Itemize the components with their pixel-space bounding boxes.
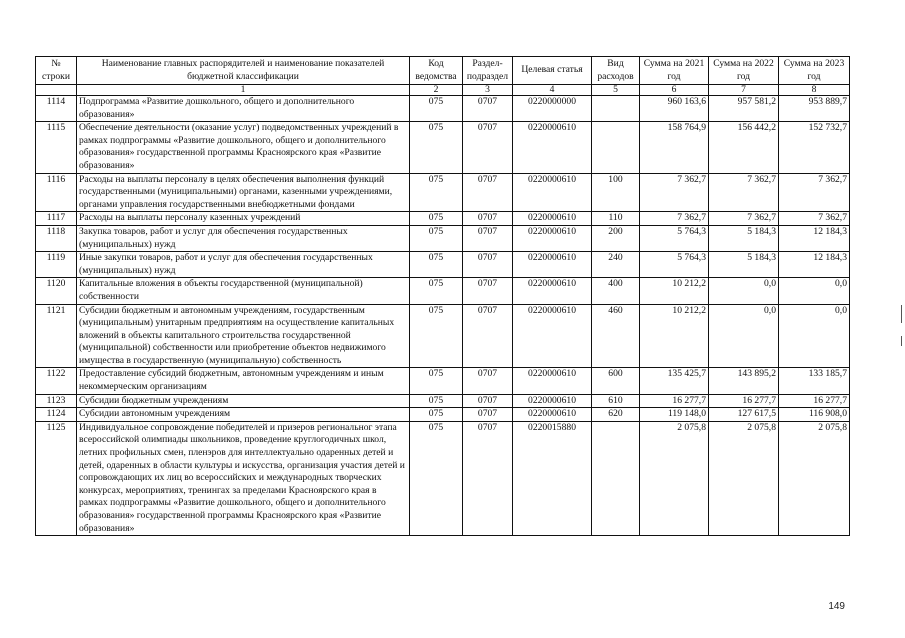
row-sum-2021: 135 425,7 [640,368,709,394]
row-target-article: 0220000610 [513,408,592,422]
row-sum-2022: 16 277,7 [709,394,779,408]
row-section: 0707 [463,252,513,278]
row-target-article: 0220000610 [513,225,592,251]
row-name: Предоставление субсидий бюджетным, автономным учреждениям и иным некоммерческим организациям [77,368,410,394]
scan-margin-mark [901,336,902,346]
row-target-article: 0220000610 [513,122,592,173]
row-sum-2023: 0,0 [779,304,850,368]
row-expense-kind: 400 [592,278,640,304]
row-sum-2022: 5 184,3 [709,225,779,251]
row-sum-2023: 2 075,8 [779,421,850,535]
row-sum-2021: 119 148,0 [640,408,709,422]
row-sum-2023: 12 184,3 [779,252,850,278]
column-number: 7 [709,85,779,96]
row-expense-kind [592,421,640,535]
row-expense-kind [592,122,640,173]
row-name: Расходы на выплаты персоналу в целях обеспечения выполнения функций государственными (муниципальными) органами, казенными учреждениями, органами управления государственными внебюджетными фондами [77,173,410,212]
table-row [36,394,850,408]
row-number: 1121 [36,304,77,368]
column-number-row [36,85,850,96]
column-number: 4 [513,85,592,96]
row-target-article: 0220015880 [513,421,592,535]
row-sum-2022: 2 075,8 [709,421,779,535]
header-target-article: Целевая статья [513,57,592,85]
row-number: 1119 [36,252,77,278]
row-department-code: 075 [410,252,463,278]
row-section: 0707 [463,421,513,535]
row-sum-2021: 7 362,7 [640,212,709,226]
row-number: 1124 [36,408,77,422]
row-expense-kind: 600 [592,368,640,394]
row-section: 0707 [463,96,513,122]
row-target-article: 0220000610 [513,252,592,278]
row-name: Закупка товаров, работ и услуг для обеспечения государственных (муниципальных) нужд [77,225,410,251]
row-sum-2022: 957 581,2 [709,96,779,122]
table-row [36,225,850,251]
row-sum-2022: 156 442,2 [709,122,779,173]
row-target-article: 0220000610 [513,173,592,212]
page-number: 149 [828,601,845,612]
row-sum-2021: 158 764,9 [640,122,709,173]
row-sum-2022: 143 895,2 [709,368,779,394]
row-sum-2023: 152 732,7 [779,122,850,173]
row-name: Субсидии бюджетным учреждениям [77,394,410,408]
table-row [36,252,850,278]
row-section: 0707 [463,408,513,422]
table-row [36,421,850,535]
row-department-code: 075 [410,96,463,122]
row-sum-2022: 0,0 [709,304,779,368]
column-number: 1 [77,85,410,96]
row-sum-2021: 5 764,3 [640,252,709,278]
header-sum-2021: Сумма на 2021 год [640,57,709,85]
row-section: 0707 [463,212,513,226]
row-sum-2023: 7 362,7 [779,173,850,212]
row-expense-kind: 620 [592,408,640,422]
header-row-number: № строки [36,57,77,85]
row-department-code: 075 [410,408,463,422]
row-department-code: 075 [410,225,463,251]
row-sum-2021: 16 277,7 [640,394,709,408]
row-department-code: 075 [410,368,463,394]
budget-table [35,56,850,536]
row-sum-2022: 7 362,7 [709,173,779,212]
row-sum-2022: 7 362,7 [709,212,779,226]
table-row [36,408,850,422]
column-number: 8 [779,85,850,96]
row-number: 1118 [36,225,77,251]
row-name: Обеспечение деятельности (оказание услуг) подведомственных учреждений в рамках подпрограммы «Развитие дошкольного, общего и дополнительного образования» государственной программы Красноярского края «Развитие образования» [77,122,410,173]
table-header [36,57,850,96]
table-row [36,173,850,212]
header-expense-kind: Вид расходов [592,57,640,85]
row-sum-2021: 10 212,2 [640,304,709,368]
row-expense-kind [592,96,640,122]
row-sum-2023: 0,0 [779,278,850,304]
row-department-code: 075 [410,421,463,535]
table-row [36,122,850,173]
row-sum-2023: 7 362,7 [779,212,850,226]
table-row [36,304,850,368]
row-department-code: 075 [410,173,463,212]
row-number: 1123 [36,394,77,408]
row-expense-kind: 110 [592,212,640,226]
row-name: Иные закупки товаров, работ и услуг для обеспечения государственных (муниципальных) нужд [77,252,410,278]
column-number: 3 [463,85,513,96]
row-target-article: 0220000610 [513,394,592,408]
row-number: 1115 [36,122,77,173]
header-section: Раздел-подраздел [463,57,513,85]
row-target-article: 0220000610 [513,304,592,368]
table-row [36,212,850,226]
row-number: 1114 [36,96,77,122]
row-section: 0707 [463,394,513,408]
row-department-code: 075 [410,394,463,408]
row-expense-kind: 100 [592,173,640,212]
header-sum-2023: Сумма на 2023 год [779,57,850,85]
row-sum-2021: 7 362,7 [640,173,709,212]
row-number: 1122 [36,368,77,394]
table-row [36,278,850,304]
row-section: 0707 [463,122,513,173]
row-expense-kind: 200 [592,225,640,251]
row-sum-2021: 960 163,6 [640,96,709,122]
row-department-code: 075 [410,212,463,226]
row-target-article: 0220000610 [513,278,592,304]
row-target-article: 0220000000 [513,96,592,122]
row-sum-2023: 133 185,7 [779,368,850,394]
row-department-code: 075 [410,278,463,304]
row-department-code: 075 [410,304,463,368]
header-department-code: Код ведомства [410,57,463,85]
row-name: Индивидуальное сопровождение победителей и призеров региональног этапа всероссийской олимпиады школьников, проведение круглогодичных школ, летних профильных смен, пленэров для интеллектуально одаренных детей и детей, одаренных в области культуры и искусства, организация участия детей и сопровождающих их лиц во всероссийских и международных творческих конкурсах, мероприятиях, тренингах за пределами Красноярского края в рамках подпрограммы «Развитие дошкольного, общего и дополнительного образования» государственной программы Красноярского края «Развитие образования» [77,421,410,535]
row-sum-2022: 0,0 [709,278,779,304]
row-section: 0707 [463,225,513,251]
row-sum-2022: 5 184,3 [709,252,779,278]
table-row [36,368,850,394]
row-expense-kind: 240 [592,252,640,278]
row-sum-2023: 953 889,7 [779,96,850,122]
table-row [36,96,850,122]
row-name: Капитальные вложения в объекты государственной (муниципальной) собственности [77,278,410,304]
row-sum-2023: 12 184,3 [779,225,850,251]
row-target-article: 0220000610 [513,368,592,394]
column-number: 2 [410,85,463,96]
row-name: Расходы на выплаты персоналу казенных учреждений [77,212,410,226]
row-department-code: 075 [410,122,463,173]
column-number: 6 [640,85,709,96]
table-body [36,96,850,536]
row-sum-2021: 10 212,2 [640,278,709,304]
row-target-article: 0220000610 [513,212,592,226]
row-expense-kind: 460 [592,304,640,368]
row-section: 0707 [463,278,513,304]
row-section: 0707 [463,368,513,394]
row-sum-2023: 16 277,7 [779,394,850,408]
scan-margin-mark [901,305,902,323]
row-number: 1120 [36,278,77,304]
row-sum-2021: 2 075,8 [640,421,709,535]
row-name: Подпрограмма «Развитие дошкольного, общего и дополнительного образования» [77,96,410,122]
column-number [36,85,77,96]
header-name: Наименование главных распорядителей и наименование показателей бюджетной классификации [77,57,410,85]
column-number: 5 [592,85,640,96]
row-number: 1117 [36,212,77,226]
row-sum-2023: 116 908,0 [779,408,850,422]
row-name: Субсидии бюджетным и автономным учреждениям, государственным (муниципальным) унитарным предприятиям на осуществление капитальных вложений в объекты капитального строительства государственной (муниципальной) собственности или приобретение объектов недвижимого имущества в государственную (муниципальную) собственность [77,304,410,368]
row-name: Субсидии автономным учреждениям [77,408,410,422]
row-sum-2022: 127 617,5 [709,408,779,422]
row-sum-2021: 5 764,3 [640,225,709,251]
row-section: 0707 [463,173,513,212]
row-number: 1125 [36,421,77,535]
header-sum-2022: Сумма на 2022 год [709,57,779,85]
row-section: 0707 [463,304,513,368]
row-expense-kind: 610 [592,394,640,408]
row-number: 1116 [36,173,77,212]
